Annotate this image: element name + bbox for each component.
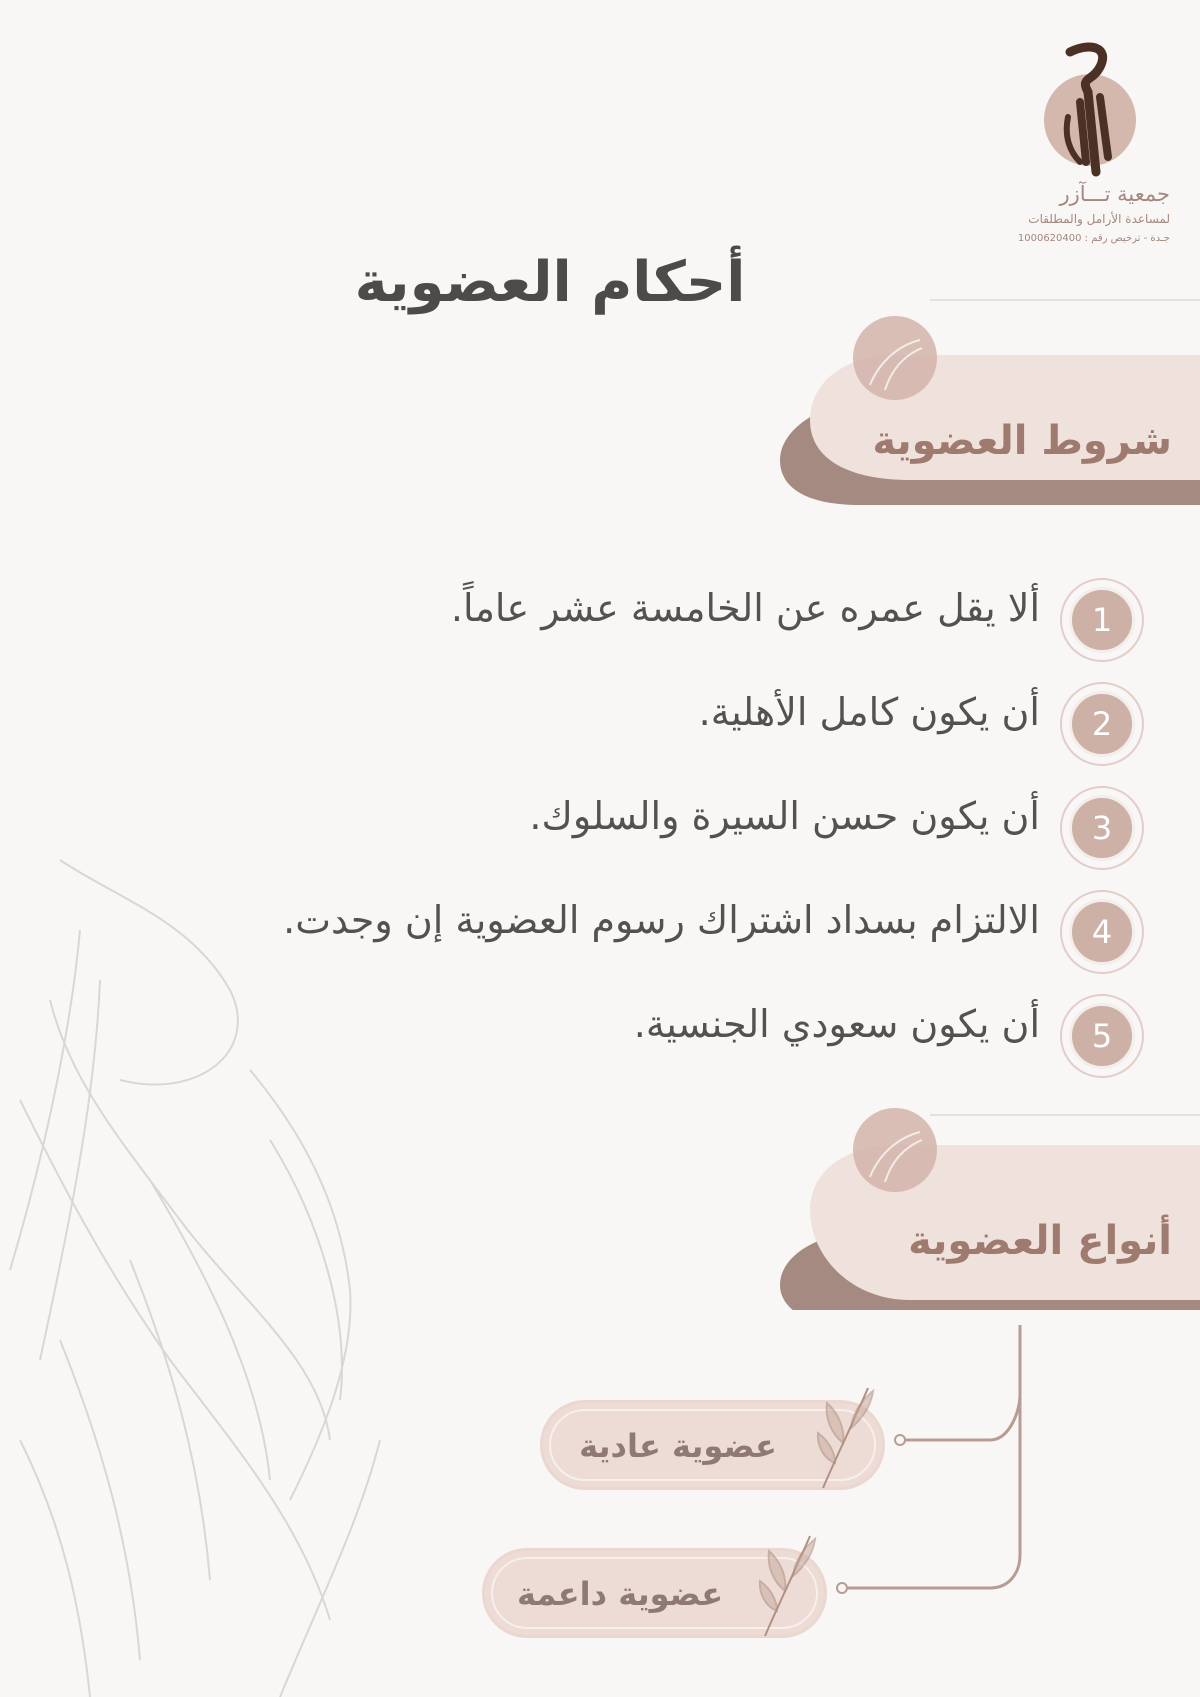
banner-shape (780, 1080, 1200, 1310)
number-label: 4 (1069, 899, 1135, 965)
logo-name: جمعية تـــآزر (1059, 182, 1170, 206)
types-heading: أنواع العضوية (908, 1218, 1172, 1264)
condition-item (0, 780, 1200, 870)
membership-type-supporting (482, 1548, 827, 1638)
membership-type-label: عضوية عادية (579, 1427, 777, 1465)
condition-text: الالتزام بسداد اشتراك رسوم العضوية إن وجدت. (283, 898, 1040, 942)
condition-item (0, 676, 1200, 766)
condition-item (0, 988, 1200, 1078)
condition-item (0, 572, 1200, 662)
number-label: 2 (1069, 691, 1135, 757)
logo-subtitle: لمساعدة الأرامل والمطلقات (1028, 212, 1170, 226)
number-badge (1060, 890, 1144, 974)
logo-license: جـدة - ترخيص رقم : 1000620400 (1017, 233, 1170, 244)
condition-text: ألا يقل عمره عن الخامسة عشر عاماً. (450, 586, 1040, 630)
number-label: 1 (1069, 587, 1135, 653)
condition-item (0, 884, 1200, 974)
leaf-icon (813, 1383, 883, 1493)
condition-text: أن يكون كامل الأهلية. (698, 690, 1040, 734)
conditions-banner (780, 290, 1200, 520)
number-label: 5 (1069, 1003, 1135, 1069)
condition-text: أن يكون سعودي الجنسية. (633, 1002, 1040, 1046)
banner-shape (780, 290, 1200, 520)
leaf-icon (755, 1531, 825, 1641)
number-badge (1060, 682, 1144, 766)
number-badge (1060, 786, 1144, 870)
conditions-heading: شروط العضوية (872, 418, 1172, 464)
condition-text: أن يكون حسن السيرة والسلوك. (529, 794, 1040, 838)
number-badge (1060, 578, 1144, 662)
number-label: 3 (1069, 795, 1135, 861)
membership-type-regular (540, 1400, 885, 1490)
page-title: أحكام العضوية (354, 250, 746, 315)
types-banner (780, 1080, 1200, 1310)
number-badge (1060, 994, 1144, 1078)
membership-type-label: عضوية داعمة (516, 1575, 724, 1613)
